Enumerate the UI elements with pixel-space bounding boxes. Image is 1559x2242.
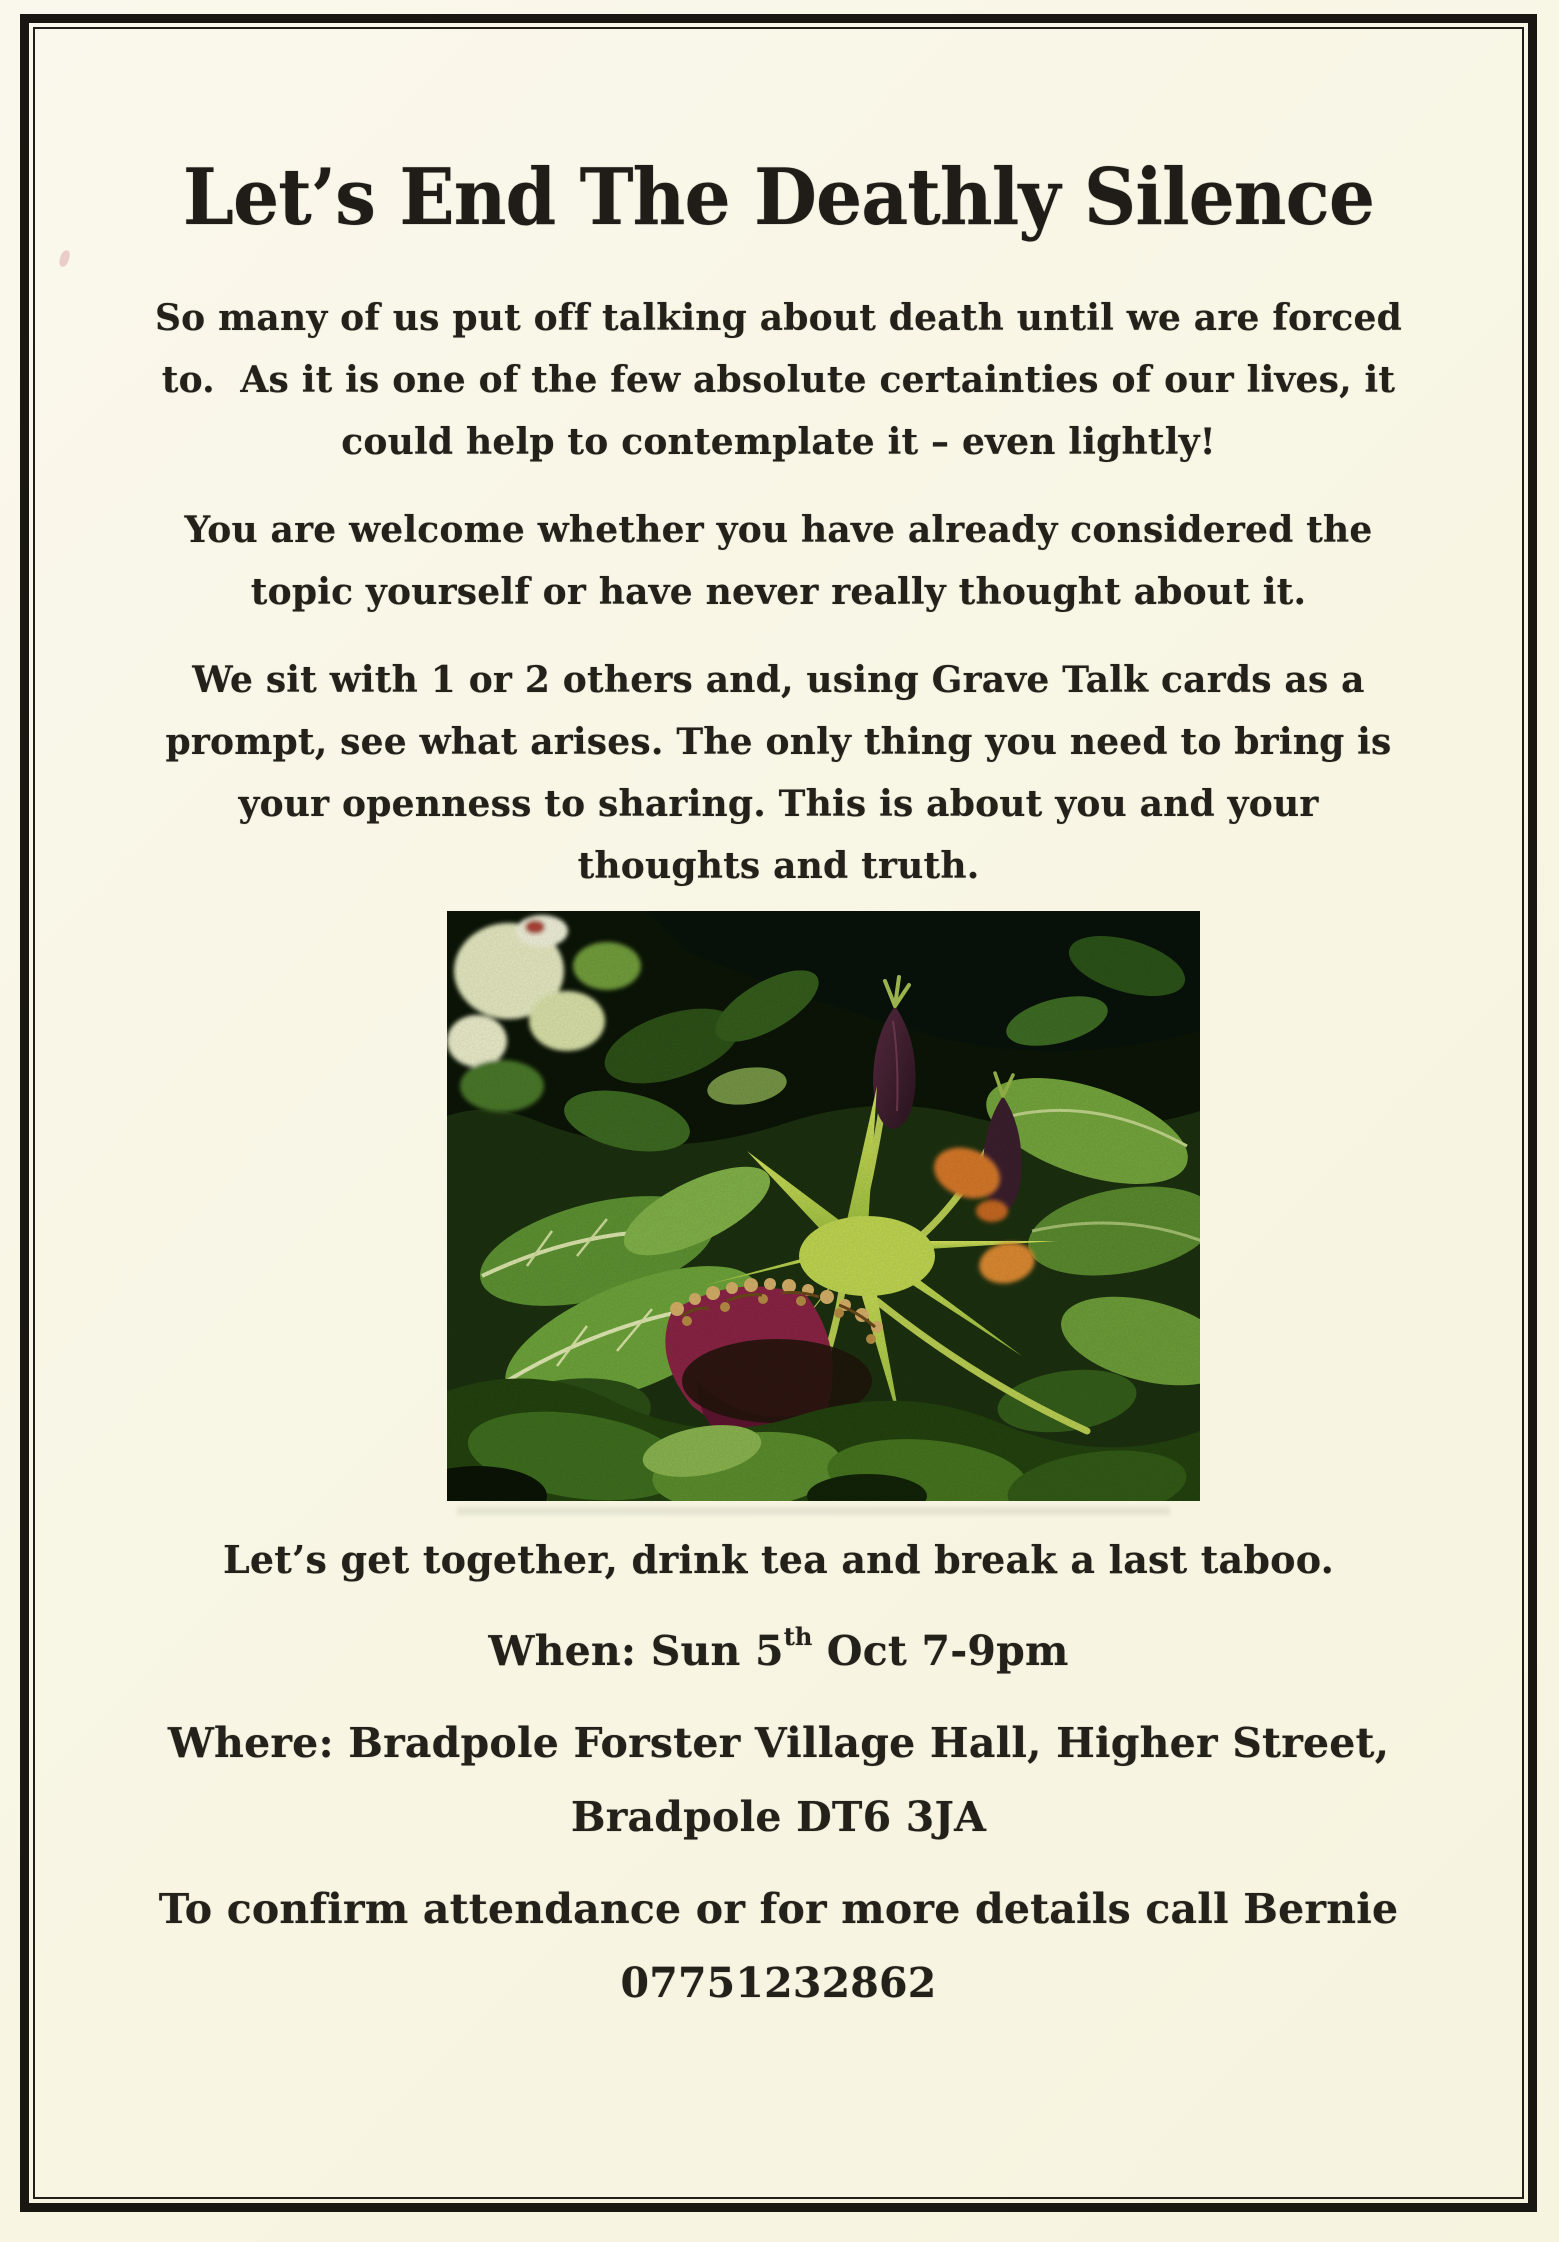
paragraph-line: So many of us put off talking about death until we are forced xyxy=(154,296,1402,339)
rose-bush-illustration xyxy=(447,911,1200,1501)
paragraph-line: your openness to sharing. This is about you and your xyxy=(238,782,1319,825)
inner-border xyxy=(33,27,1524,2199)
flyer-content xyxy=(35,29,1522,2197)
welcome-paragraph xyxy=(35,499,1522,623)
paragraph-line: thoughts and truth. xyxy=(577,844,980,887)
when-ordinal: th xyxy=(783,1621,813,1651)
event-where xyxy=(35,1706,1522,1854)
rose-bush-photo xyxy=(447,911,1200,1501)
event-when xyxy=(35,1600,1522,1688)
event-contact xyxy=(35,1872,1522,2020)
intro-paragraph xyxy=(35,287,1522,473)
where-line: Where: Bradpole Forster Village Hall, Higher Street, xyxy=(167,1718,1390,1767)
contact-text: To confirm attendance or for more details call Bernie xyxy=(158,1884,1399,1933)
when-time: Oct 7-9pm xyxy=(812,1626,1069,1675)
paragraph-line: We sit with 1 or 2 others and, using Grave Talk cards as a xyxy=(192,658,1365,701)
paragraph-line: topic yourself or have never really thought about it. xyxy=(250,570,1307,613)
when-text: When: Sun 5 xyxy=(488,1626,784,1675)
format-paragraph xyxy=(35,649,1522,897)
paragraph-line: You are welcome whether you have already considered the xyxy=(184,508,1373,551)
contact-phone: 07751232862 xyxy=(620,1958,937,2007)
tagline: Let’s get together, drink tea and break a last taboo. xyxy=(222,1536,1335,1582)
paragraph-line: could help to contemplate it – even lightly! xyxy=(341,420,1216,463)
paragraph-line: prompt, see what arises. The only thing you need to bring is xyxy=(165,720,1392,763)
scan-smear xyxy=(457,1507,1170,1515)
outer-border xyxy=(20,14,1537,2212)
paragraph-line: to. As it is one of the few absolute certainties of our lives, it xyxy=(161,358,1396,401)
where-line: Bradpole DT6 3JA xyxy=(570,1792,987,1841)
page-title: Let’s End The Deathly Silence xyxy=(182,152,1375,243)
